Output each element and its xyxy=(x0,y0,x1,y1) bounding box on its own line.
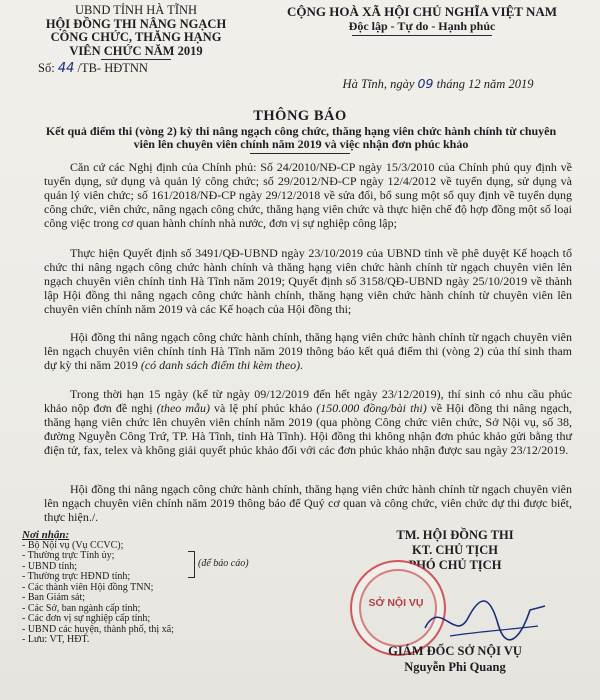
national-motto: Độc lập - Tự do - Hạnh phúc xyxy=(348,19,496,33)
signature-line2: KT. CHỦ TỊCH xyxy=(411,543,498,557)
seal-text: SỞ NỘI VỤ xyxy=(368,597,424,609)
signature-line1: TM. HỘI ĐỒNG THI xyxy=(396,528,514,542)
motto-underline xyxy=(352,35,492,36)
recipient-item: - Các đơn vị sự nghiệp cấp tỉnh; xyxy=(22,613,151,624)
recipient-item: - Các thành viên Hội đồng TNN; xyxy=(22,581,154,593)
recipient-bracket xyxy=(188,551,195,578)
agency-underline xyxy=(101,59,171,60)
national-title: CỘNG HOÀ XÃ HỘI CHỦ NGHĨA VIỆT NAM xyxy=(286,4,558,19)
agency-name-line1: HỘI ĐỒNG THI NÂNG NGẠCH xyxy=(45,16,227,31)
paragraph-5: Hội đồng thi nâng ngạch công chức hành chính, thăng hạng viên chức hành chính từ ngạch chuyên viên lên ngạch chuyên viên chính năm 2019 thông báo để Quý cơ quan và công chức, viên chức dự thi được biết, thực hiện./. xyxy=(44,482,572,524)
recipient-heading: Nơi nhận: xyxy=(22,529,70,541)
paragraph-3-text: Hội đồng thi nâng ngạch công chức hành chính, thăng hạng viên chức hành chính từ ngạch chuyên viên lên ngạch chuyên viên chính tỉnh Hà Tĩnh năm 2019 thông báo kết quả điểm thi (vòng 2) của thí sinh tham dự kỳ thi năm 2019 xyxy=(44,330,572,372)
recipient-item: - Lưu: VT, HĐT. xyxy=(22,634,90,645)
recipient-item: - Thường trực HĐND tỉnh; xyxy=(22,571,131,582)
paragraph-4-a: Trong thời hạn 15 ngày (kể từ ngày 09/12/2019 đến hết ngày 23/12/2019), thí sinh có nhu cầu phúc khảo nộp đơn đề nghị xyxy=(44,387,572,415)
paragraph-results xyxy=(44,330,572,372)
recipient-item: - Các Sở, ban ngành cấp tỉnh; xyxy=(22,602,141,614)
paragraph-3-note: (có danh sách điểm thi kèm theo). xyxy=(140,358,304,372)
subtitle-underline xyxy=(250,153,350,154)
date-prefix: Hà Tĩnh, ngày xyxy=(342,77,415,91)
document-number-suffix: /TB- HĐTNN xyxy=(77,61,148,75)
document-number xyxy=(20,62,252,76)
signer-title: GIÁM ĐỐC SỞ NỘI VỤ xyxy=(388,644,522,658)
recipient-list xyxy=(22,530,272,646)
recipient-item: - Ban Giám sát; xyxy=(22,592,86,603)
document-number-label: Số: xyxy=(38,61,55,75)
paragraph-legal-basis xyxy=(44,160,572,230)
paragraph-4 xyxy=(44,387,572,457)
signer-name: Nguyễn Phi Quang xyxy=(404,660,506,674)
recipient-item: - Bộ Nội vụ (Vụ CCVC); xyxy=(22,539,124,551)
paragraph-closing xyxy=(44,482,572,524)
paragraph-decisions xyxy=(44,246,572,316)
paragraph-2: Thực hiện Quyết định số 3491/QĐ-UBND ngày 23/10/2019 của UBND tỉnh về phê duyệt Kế hoạch tổ chức thi nâng ngạch công chức hành chính và thăng hạng viên chức hành chính từ ngạch chuyên viên lên ngạch chuyên viên chính tỉnh Hà Tĩnh năm 2019; Quyết định số 3158/QĐ-UBND ngày 25/10/2019 về thành lập Hội đồng thi nâng ngạch công chức hành chính, thăng hạng viên chức hành chính từ chuyên viên lên chuyên viên chính năm 2019 và các Kế hoạch của Hội đồng thi; xyxy=(44,246,572,316)
date-suffix: tháng 12 năm 2019 xyxy=(436,77,534,91)
document-number-value: 44 xyxy=(57,61,75,76)
paragraph-appeal xyxy=(44,387,572,457)
signature-line3: PHÓ CHỦ TỊCH xyxy=(408,558,502,572)
paragraph-3 xyxy=(44,330,572,372)
paragraph-4-form: (theo mẫu) xyxy=(156,401,210,415)
agency-name-line2: CÔNG CHỨC, THĂNG HẠNG xyxy=(50,30,222,44)
national-header xyxy=(252,4,592,36)
paragraph-4-fee: (150.000 đồng/bài thi) xyxy=(316,401,427,415)
handwritten-signature-icon xyxy=(420,588,550,648)
recipient-item: - UBND các huyện, thành phố, thị xã; xyxy=(22,623,174,635)
recipient-item: - Thường trực Tỉnh ủy; xyxy=(22,550,115,561)
document-title: THÔNG BÁO xyxy=(253,108,347,124)
recipient-item: - UBND tỉnh; xyxy=(22,560,77,572)
agency-header xyxy=(20,4,252,76)
agency-name-line3: VIÊN CHỨC NĂM 2019 xyxy=(69,43,203,58)
document-subtitle: Kết quả điểm thi (vòng 2) kỳ thi nâng ngạch công chức, thăng hạng viên chức hành chính từ chuyên viên lên chuyên viên chính năm 2019 và việc nhận đơn phúc khảo xyxy=(45,124,557,151)
paragraph-4-c: về Hội đồng thi nâng ngạch, thăng hạng viên chức lên chuyên viên chính năm 2019 (qua phòng Công chức viên chức, Sở Nội vụ, số 38, đường Nguyễn Công Trứ, TP. Hà Tĩnh, tỉnh Hà Tĩnh). Hội đồng thi không nhận đơn phúc khảo gửi bằng thư điện tử, fax, telex và không giải quyết phúc khảo đối với các đơn phúc khảo nhận được sau ngày 23/12/2019. xyxy=(44,401,573,457)
agency-parent: UBND TỈNH HÀ TĨNH xyxy=(74,3,198,17)
date-day: 09 xyxy=(417,76,434,91)
issue-date xyxy=(288,76,588,92)
paragraph-1: Căn cứ các Nghị định của Chính phủ: Số 24/2010/NĐ-CP ngày 15/3/2010 của Chính phủ quy định về tuyển dụng, sử dụng và quản lý công chức; số 29/2012/NĐ-CP ngày 12/4/2012 về tuyển dụng, sử dụng và quản lý viên chức; số 161/2018/NĐ-CP ngày 29/12/2018 về sửa đổi, bổ sung một số quy định về tuyển dụng công chức, viên chức, nâng ngạch công chức, thăng hạng viên chức và thực hiện chế độ hợp đồng một số loại công việc trong cơ quan hành chính nhà nước, đơn vị sự nghiệp công lập; xyxy=(44,160,572,230)
recipient-bracket-note: (để báo cáo) xyxy=(198,558,249,569)
paragraph-4-b: và lệ phí phúc khảo xyxy=(214,401,313,415)
